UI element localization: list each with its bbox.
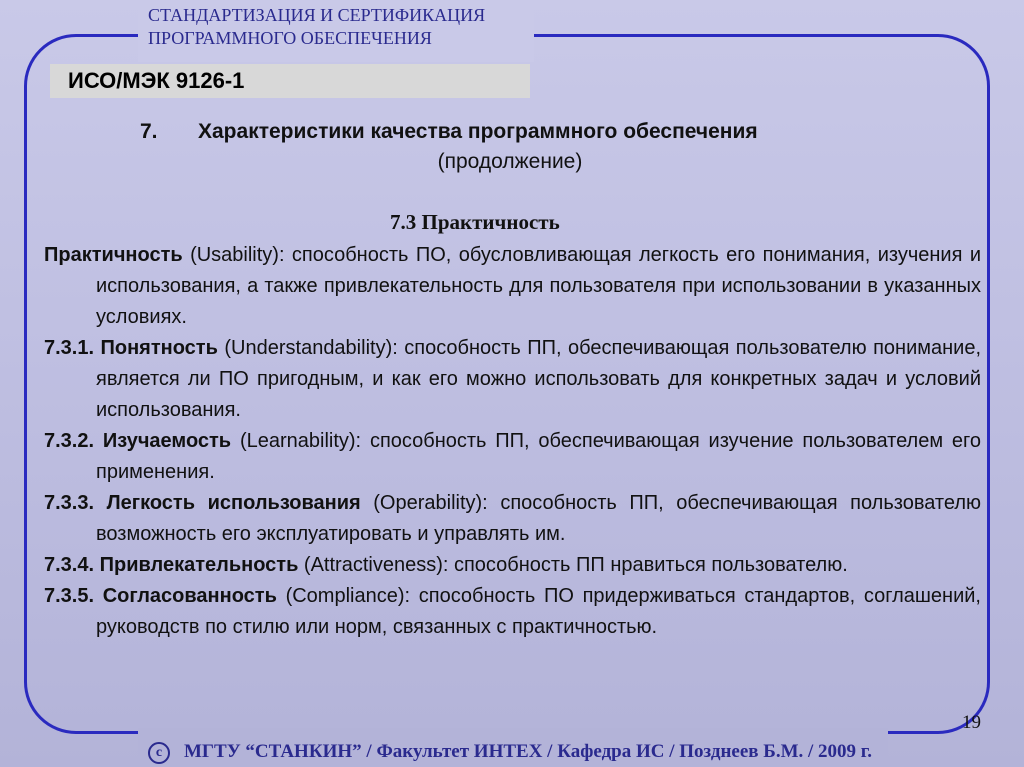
subsection-heading: 7.3 Практичность	[390, 210, 560, 234]
definition-attractiveness	[44, 550, 981, 581]
standard-label: ИСО/МЭК 9126-1	[68, 68, 245, 93]
section-title-text: Характеристики качества программного обеспечения	[198, 120, 758, 143]
definition-text: (Operability): способность ПП, обеспечивающая пользователю возможность его эксплуатировать и управлять им.	[96, 492, 981, 545]
definition-text: (Understandability): способность ПП, обеспечивающая пользователю понимание, является ли ПО пригодным, и как его можно использовать для конкретных задач и условий использования.	[96, 337, 982, 421]
definition-operability	[44, 488, 981, 550]
footer-text: МГТУ “СТАНКИН” / Факультет ИНТЕХ / Кафедра ИС / Позднеев Б.М. / 2009 г.	[184, 741, 873, 762]
course-title-line2: ПРОГРАММНОГО ОБЕСПЕЧЕНИЯ	[148, 28, 432, 48]
definition-text: (Compliance): способность ПО придерживаться стандартов, соглашений, руководств по стилю или норм, связанных с практичностью.	[96, 585, 981, 638]
definition-compliance	[44, 581, 981, 643]
definition-understandability	[44, 333, 981, 426]
definition-term: 7.3.1. Понятность	[44, 337, 218, 359]
section-title	[140, 118, 880, 146]
definition-learnability	[44, 426, 981, 488]
definition-text: (Usability): способность ПО, обусловливающая легкость его понимания, изучения и использования, а также привлекательность для пользователя при использовании в указанных условиях.	[96, 244, 981, 328]
definitions-list	[44, 240, 981, 643]
copyright-icon: c	[148, 742, 170, 764]
course-title	[148, 4, 528, 50]
section-subtitle: (продолжение)	[437, 150, 583, 173]
course-title-line1: СТАНДАРТИЗАЦИЯ И СЕРТИФИКАЦИЯ	[148, 5, 486, 25]
definition-usability	[44, 240, 981, 333]
definition-term: Практичность	[44, 244, 183, 266]
definition-term: 7.3.4. Привлекательность	[44, 554, 299, 576]
definition-term: 7.3.3. Легкость использования	[44, 492, 361, 514]
definition-term: 7.3.2. Изучаемость	[44, 430, 232, 452]
definition-term: 7.3.5. Согласованность	[44, 585, 277, 607]
section-number: 7.	[140, 120, 158, 143]
definition-text: (Attractiveness): способность ПП нравиться пользователю.	[298, 554, 848, 576]
page-number: 19	[962, 712, 981, 733]
definition-text: (Learnability): способность ПП, обеспечивающая изучение пользователем его применения.	[96, 430, 982, 483]
